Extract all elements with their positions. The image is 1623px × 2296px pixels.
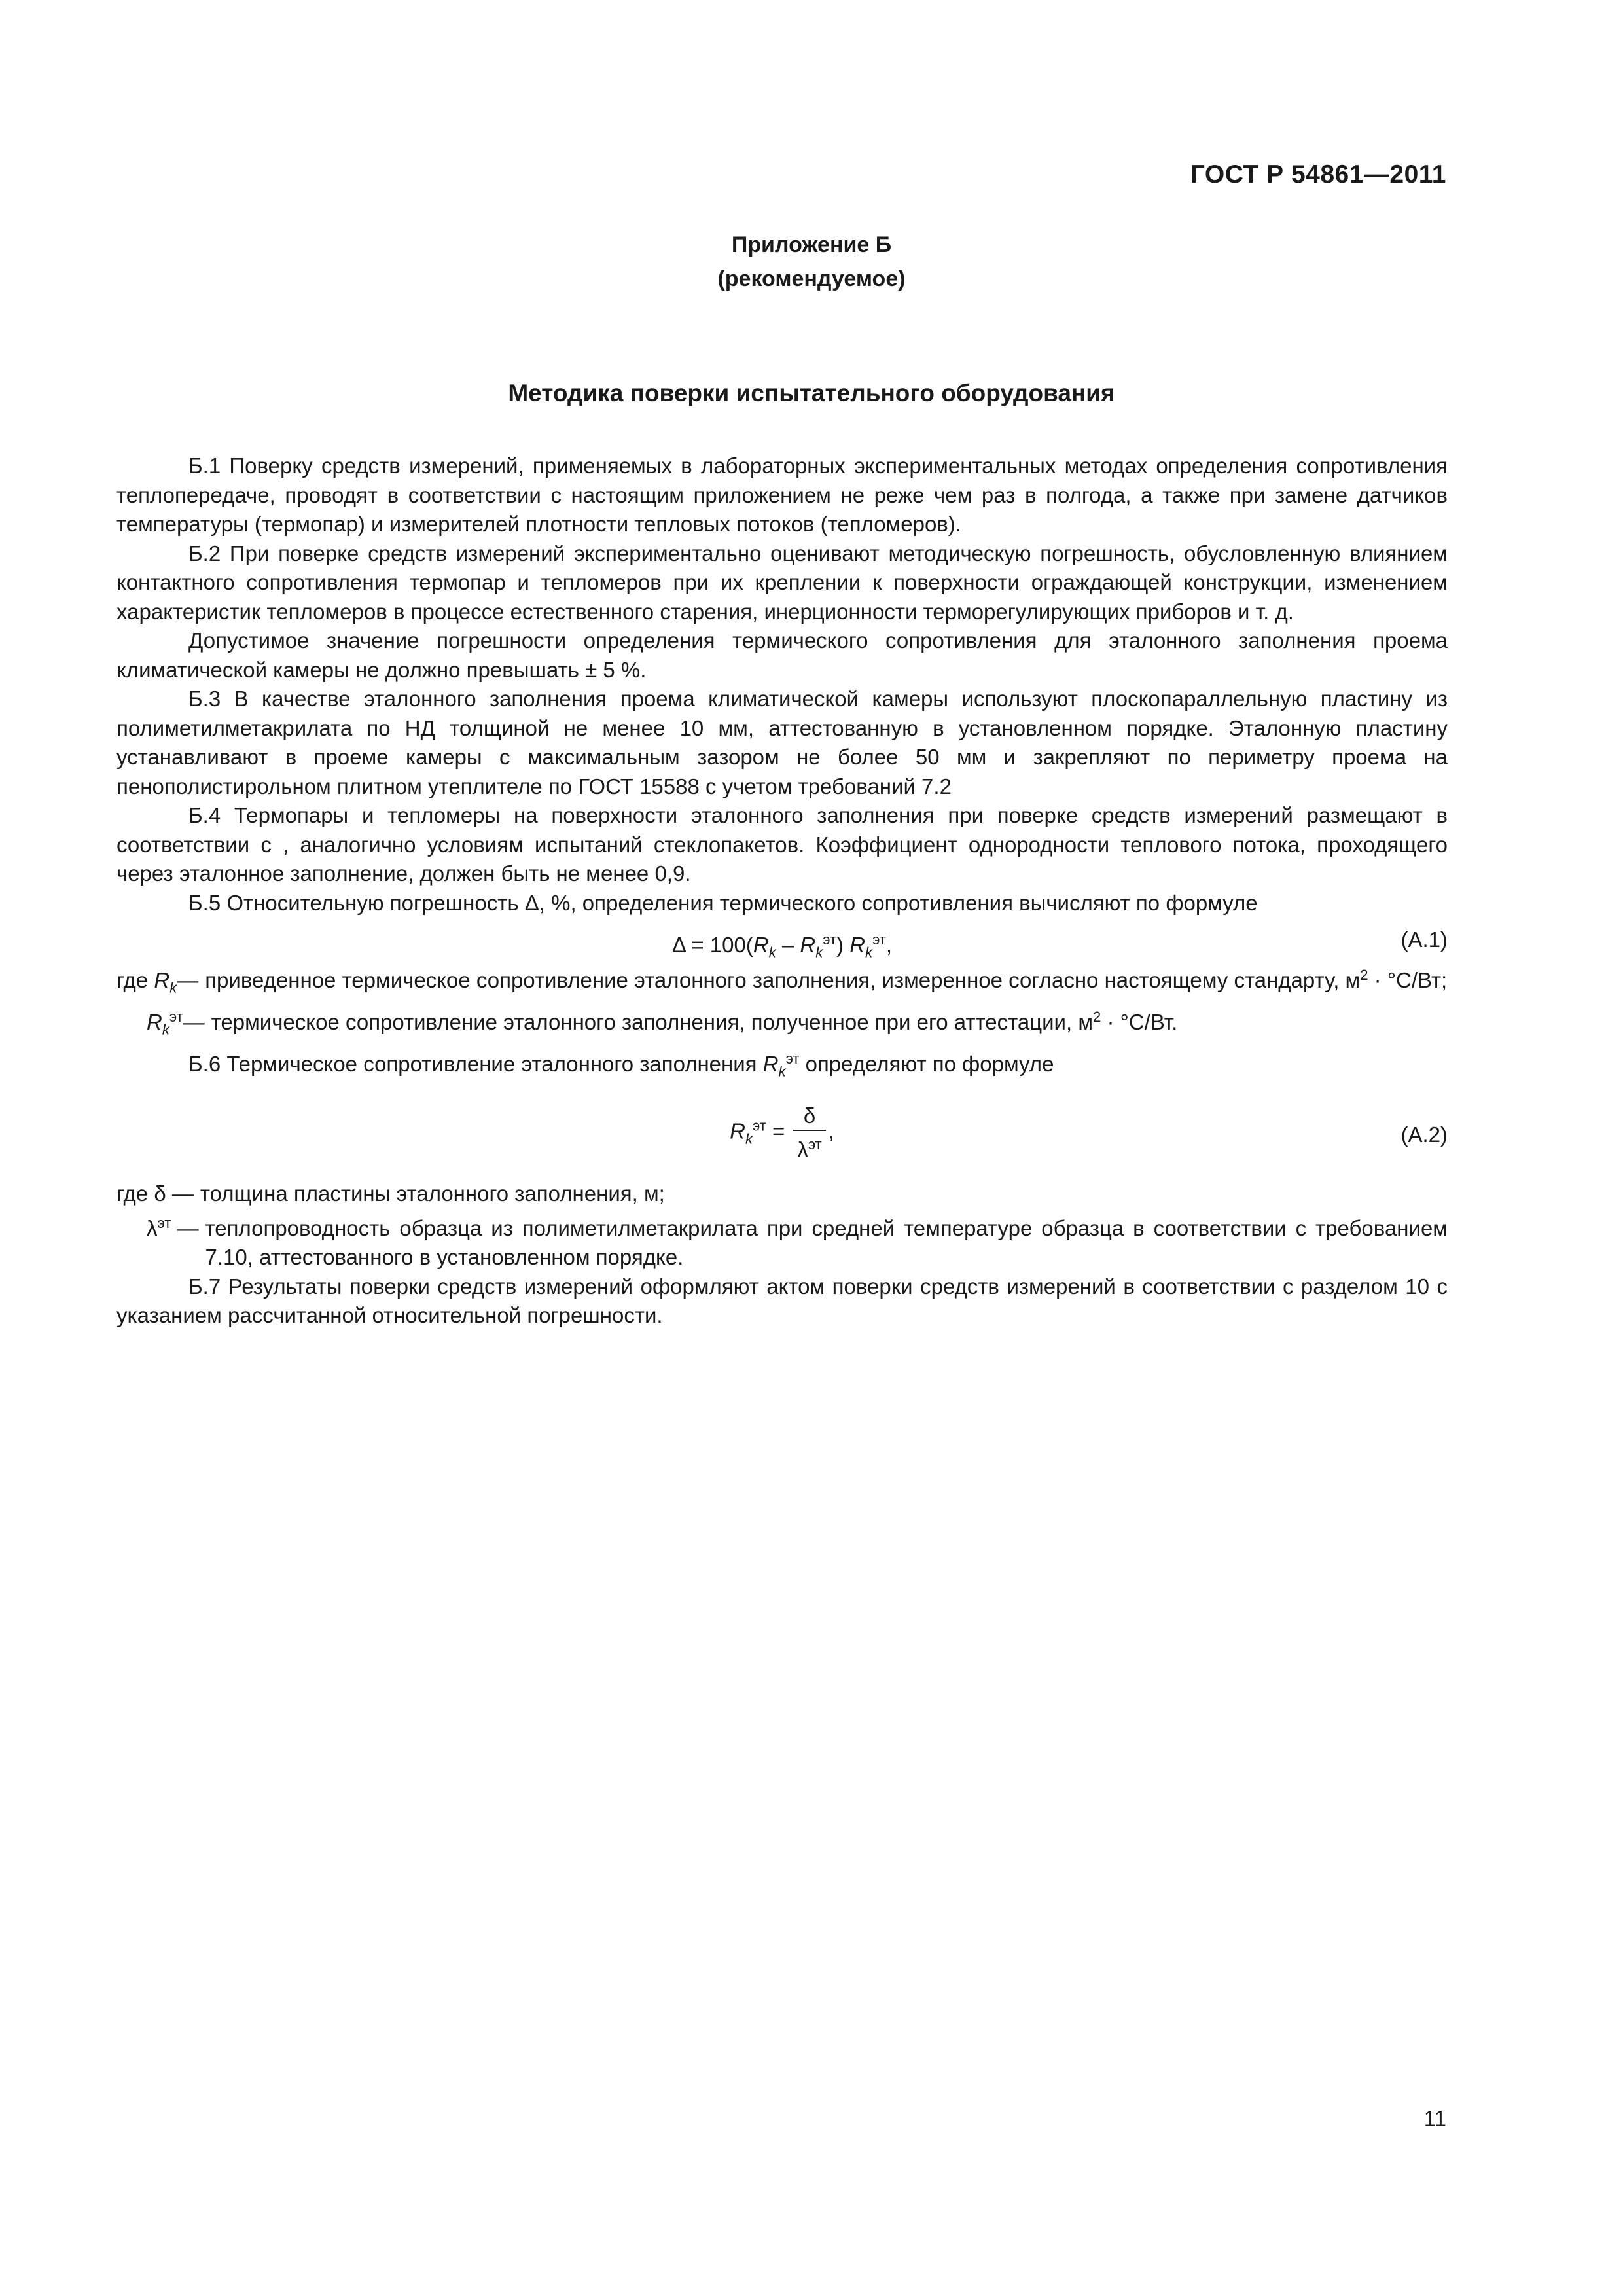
fraction: $\frac{\delta}{\lambda^{эт}}$ <box>793 1102 825 1164</box>
document-body <box>116 452 1448 1331</box>
paragraph-b4: Б.4 Термопары и тепломеры на поверхности эталонного заполнения при поверке средств измерений размещают в соответствии с , аналогично условиям испытаний стеклопакетов. Коэффициент однородности теплового потока, проходящего через эталонное заполнение, должен быть не менее 0,9. <box>116 803 1448 886</box>
definition-lambda: $\lambda^{эт}$ — теплопроводность образца из полиметилметакрилата при средней температуре образца в соответствии с требованием 7.10, аттестованного в установленном порядке. <box>147 1214 1448 1270</box>
formula-a1-number: (А.1) <box>1400 927 1448 952</box>
appendix-status: (рекомендуемое) <box>717 266 906 291</box>
formula-a1-expression: $\Delta = 100(R_k - R_k^{эт})$ $R_k^{эт}$, <box>671 931 893 961</box>
appendix-label: Приложение Б <box>731 232 892 257</box>
formula-a2-number: (А.2) <box>1400 1122 1448 1147</box>
definition-rk-et: $R_k^{эт}—$ термическое сопротивление эталонного заполнения, полученное при его аттестации, $м^2 \cdot ^\circ С/Вт$. <box>147 1009 1178 1038</box>
paragraph-b7: Б.7 Результаты поверки средств измерений оформляют актом поверки средств измерений в соответствии с разделом 10 с указанием рассчитанной относительной погрешности. <box>116 1274 1448 1328</box>
paragraph-b2-note: Допустимое значение погрешности определения термического сопротивления для эталонного заполнения проема климатической камеры не должно превышать ± 5 %. <box>116 628 1448 682</box>
formula-a2 <box>116 1096 1448 1173</box>
paragraph-b3: Б.3 В качестве эталонного заполнения проема климатической камеры используют плоскопараллельную пластину из полиметилметакрилата по НД толщиной не менее 10 мм, аттестованную в установленном порядке. Эталонную пластину устанавливают в проеме камеры с максимальным зазором не более 50 мм и закрепляют по периметру проема на пенополистирольном плитном утеплителе по ГОСТ 15588 с учетом требований 7.2 <box>116 687 1448 798</box>
definition-rk: где $R_k—$ приведенное термическое сопротивление эталонного заполнения, измеренное согласно настоящему стандарту, $м^2 \cdot ^\circ С/Вт$; <box>116 967 1448 996</box>
page-number: 11 <box>1423 2106 1446 2130</box>
appendix-title: Методика поверки испытательного оборудования <box>508 380 1115 406</box>
formula-a2-expression: $R_k^{эт}$ = $\frac{\delta}{\lambda^{эт}}$ , <box>116 1102 1448 1164</box>
formula-a1 <box>116 920 1448 960</box>
appendix-header <box>0 228 1623 296</box>
document-code: ГОСТ Р 54861—2011 <box>1190 160 1446 188</box>
paragraph-b1: Б.1 Поверку средств измерений, применяемых в лабораторных экспериментальных методах определения сопротивления теплопередаче, проводят в соответствии с настоящим приложением не реже чем раз в полгода, а также при замене датчиков температуры (термопар) и измерителей плотности тепловых потоков (тепломеров). <box>116 454 1448 536</box>
definition-delta: где δ — толщина пластины эталонного заполнения, м; <box>116 1181 665 1206</box>
paragraph-b6: Б.6 Термическое сопротивление эталонного заполнения $R_k^{эт}$ определяют по формуле <box>188 1050 1054 1080</box>
paragraph-b2: Б.2 При поверке средств измерений экспериментально оценивают методическую погрешность, обусловленную влиянием контактного сопротивления термопар и тепломеров при их креплении к поверхности ограждающей конструкции, изменением характеристик тепломеров в процессе естественного старения, инерционности терморегулирующих приборов и т. д. <box>116 541 1448 624</box>
paragraph-b5: Б.5 Относительную погрешность Δ, %, определения термического сопротивления вычисляют по формуле <box>188 890 1258 915</box>
